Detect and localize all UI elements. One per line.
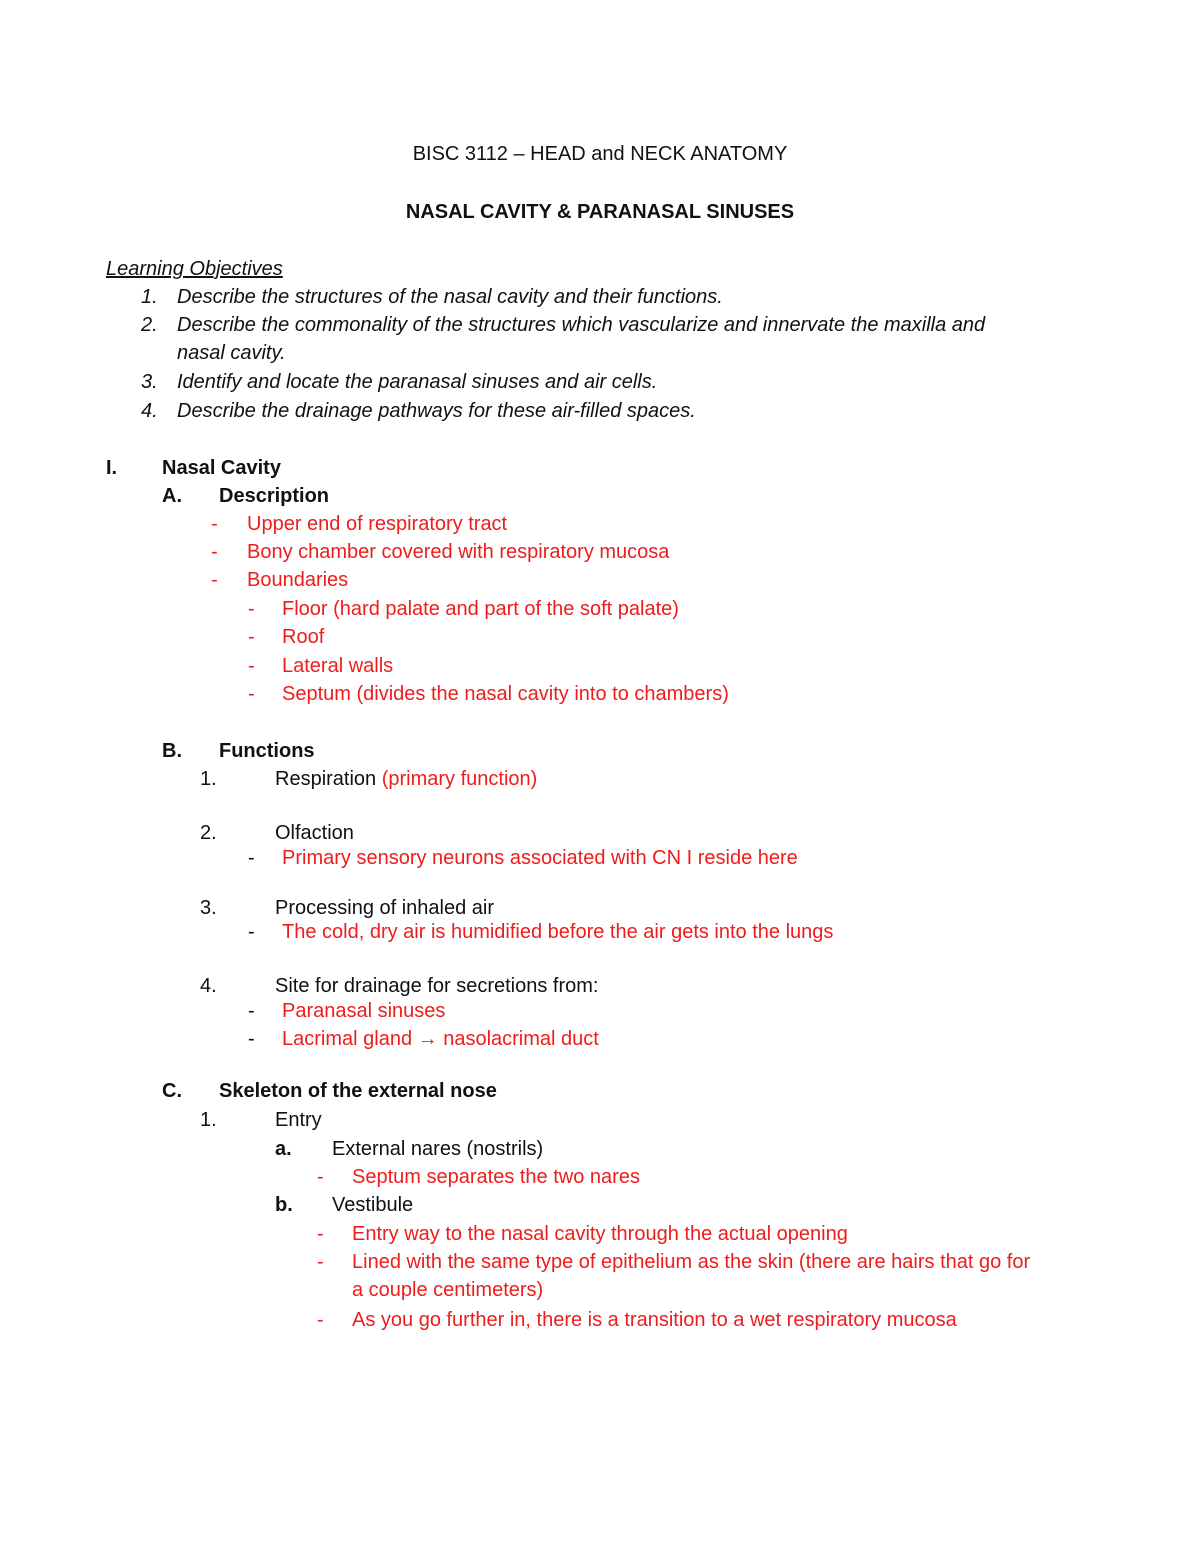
bullet-dash: - — [317, 1309, 324, 1331]
annotation-bullet: Paranasal sinuses — [282, 1000, 446, 1022]
annotation-sub-bullet: Lateral walls — [282, 655, 394, 677]
objective-number: 3. — [141, 371, 158, 393]
subsection-letter: A. — [162, 485, 182, 507]
objective-number: 4. — [141, 400, 158, 422]
annotation-text: nasolacrimal duct — [443, 1028, 599, 1050]
bullet-dash: - — [248, 626, 255, 648]
bullet-dash: - — [211, 513, 218, 535]
objective-text: Describe the drainage pathways for these air-filled spaces. — [177, 400, 696, 422]
subsection-title: Skeleton of the external nose — [219, 1080, 497, 1102]
function-number: 4. — [200, 975, 217, 997]
function-item — [275, 767, 537, 791]
bullet-dash: - — [248, 921, 255, 943]
annotation-bullet-continued: a couple centimeters) — [352, 1279, 544, 1301]
function-text: Respiration — [275, 768, 382, 790]
course-title: BISC 3112 – HEAD and NECK ANATOMY — [412, 143, 788, 165]
subsection-letter: C. — [162, 1080, 182, 1102]
arrow-right-icon: → — [417, 1028, 438, 1050]
function-number: 2. — [200, 822, 217, 844]
subsection-title: Functions — [219, 740, 315, 762]
objective-text-continued: nasal cavity. — [177, 342, 286, 364]
objective-number: 2. — [141, 314, 158, 336]
subsection-title: Description — [219, 485, 330, 507]
function-note: (primary function) — [381, 768, 538, 790]
annotation-bullet: Bony chamber covered with respiratory mucosa — [247, 541, 670, 563]
sub-item-letter: a. — [275, 1138, 292, 1160]
function-number: 3. — [200, 897, 217, 919]
bullet-dash: - — [248, 847, 255, 869]
bullet-dash: - — [317, 1223, 324, 1245]
skeleton-text: Entry — [275, 1109, 322, 1131]
function-text: Processing of inhaled air — [275, 897, 495, 919]
annotation-bullet: Entry way to the nasal cavity through the actual opening — [352, 1223, 848, 1245]
annotation-bullet: Primary sensory neurons associated with CN I reside here — [282, 847, 798, 869]
section-number: I. — [106, 457, 118, 479]
bullet-dash: - — [211, 569, 218, 591]
bullet-dash: - — [248, 1028, 255, 1050]
bullet-dash: - — [248, 683, 255, 705]
objective-text: Identify and locate the paranasal sinuses and air cells. — [177, 371, 658, 393]
objective-number: 1. — [141, 286, 158, 308]
annotation-bullet: Septum separates the two nares — [352, 1166, 640, 1188]
sub-item-text: External nares (nostrils) — [332, 1138, 544, 1160]
bullet-dash: - — [317, 1166, 324, 1188]
sub-item-letter: b. — [275, 1194, 293, 1216]
section-title: Nasal Cavity — [162, 457, 281, 479]
skeleton-number: 1. — [200, 1109, 217, 1131]
annotation-sub-bullet: Floor (hard palate and part of the soft palate) — [282, 598, 679, 620]
bullet-dash: - — [317, 1251, 324, 1273]
subsection-letter: B. — [162, 740, 182, 762]
bullet-dash: - — [248, 655, 255, 677]
annotation-sub-bullet: Roof — [282, 626, 325, 648]
function-text: Olfaction — [275, 822, 354, 844]
annotation-bullet: Upper end of respiratory tract — [247, 513, 508, 535]
bullet-dash: - — [248, 1000, 255, 1022]
annotation-sub-bullet: Septum (divides the nasal cavity into to chambers) — [282, 683, 729, 705]
annotation-bullet: As you go further in, there is a transition to a wet respiratory mucosa — [352, 1309, 957, 1331]
bullet-dash: - — [211, 541, 218, 563]
objective-text: Describe the structures of the nasal cavity and their functions. — [177, 286, 723, 308]
objectives-heading: Learning Objectives — [106, 258, 283, 280]
document-title: NASAL CAVITY & PARANASAL SINUSES — [405, 201, 795, 223]
bullet-dash: - — [248, 598, 255, 620]
annotation-text: Lacrimal gland — [282, 1028, 413, 1050]
function-text: Site for drainage for secretions from: — [275, 975, 599, 997]
annotation-bullet: Boundaries — [247, 569, 349, 591]
sub-item-text: Vestibule — [332, 1194, 414, 1216]
function-number: 1. — [200, 768, 217, 790]
objective-text: Describe the commonality of the structures which vascularize and innervate the maxilla and — [177, 314, 986, 336]
annotation-bullet — [282, 1027, 599, 1051]
annotation-bullet: The cold, dry air is humidified before the air gets into the lungs — [282, 921, 834, 943]
annotation-bullet: Lined with the same type of epithelium as the skin (there are hairs that go for — [352, 1251, 1031, 1273]
